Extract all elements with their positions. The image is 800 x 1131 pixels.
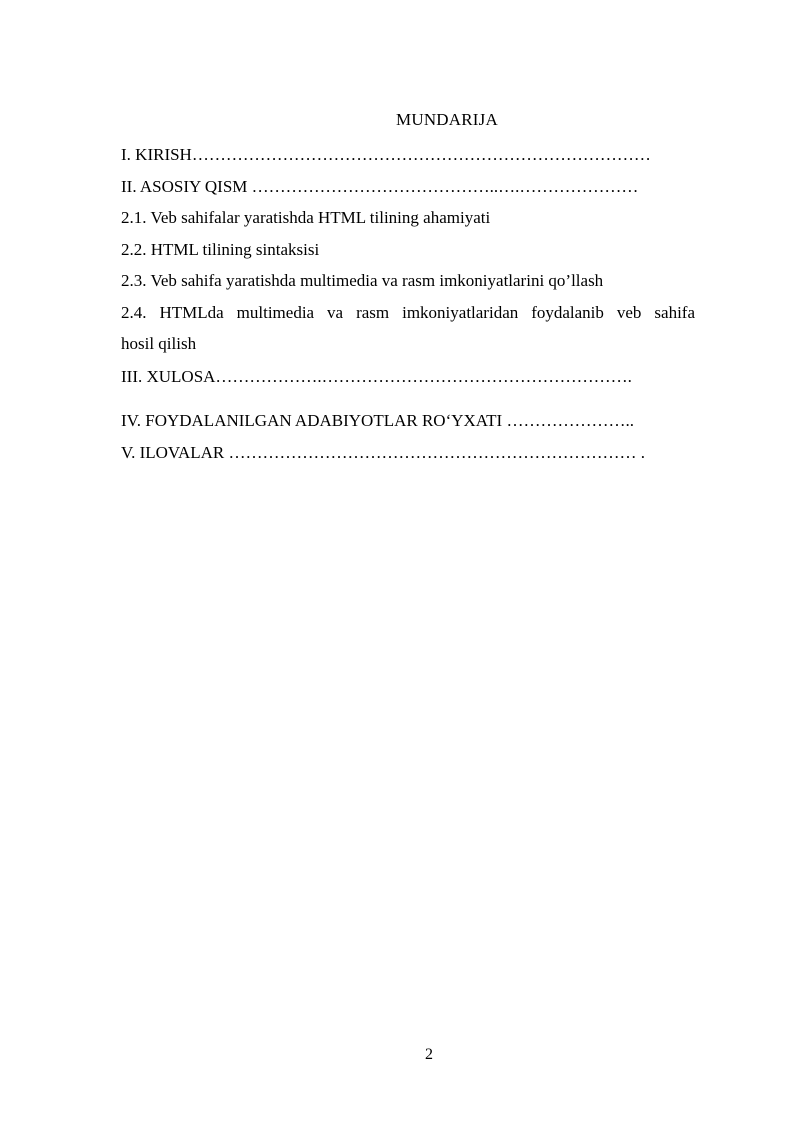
toc-item-xulosa: III. XULOSA……………….………………………………………………. (121, 367, 632, 386)
page-title: MUNDARIJA (396, 110, 498, 129)
toc-item-2-2: 2.2. HTML tilining sintaksisi (121, 240, 320, 259)
toc-item-adabiyotlar: IV. FOYDALANILGAN ADABIYOTLAR RO‘YXATI ………………….. (121, 411, 634, 430)
toc-item-ilovalar: V. ILOVALAR ……………………………………………………………… . (121, 443, 646, 462)
toc-item-2-1: 2.1. Veb sahifalar yaratishda HTML tilining ahamiyati (121, 208, 491, 227)
toc-item-2-4-line2: hosil qilish (121, 334, 197, 353)
toc-item-asosiy-qism: II. ASOSIY QISM ……………………………………..….………………… (121, 177, 639, 196)
toc-item-kirish: I. KIRISH……………………………………………………………………… (121, 145, 651, 164)
toc-item-2-4 (121, 297, 695, 359)
toc-item-2-3: 2.3. Veb sahifa yaratishda multimedia va rasm imkoniyatlarini qo’llash (121, 271, 604, 290)
toc-item-2-4-line1: 2.4. HTMLda multimedia va rasm imkoniyatlaridan foydalanib veb sahifa (121, 303, 695, 322)
page-number: 2 (425, 1046, 433, 1063)
